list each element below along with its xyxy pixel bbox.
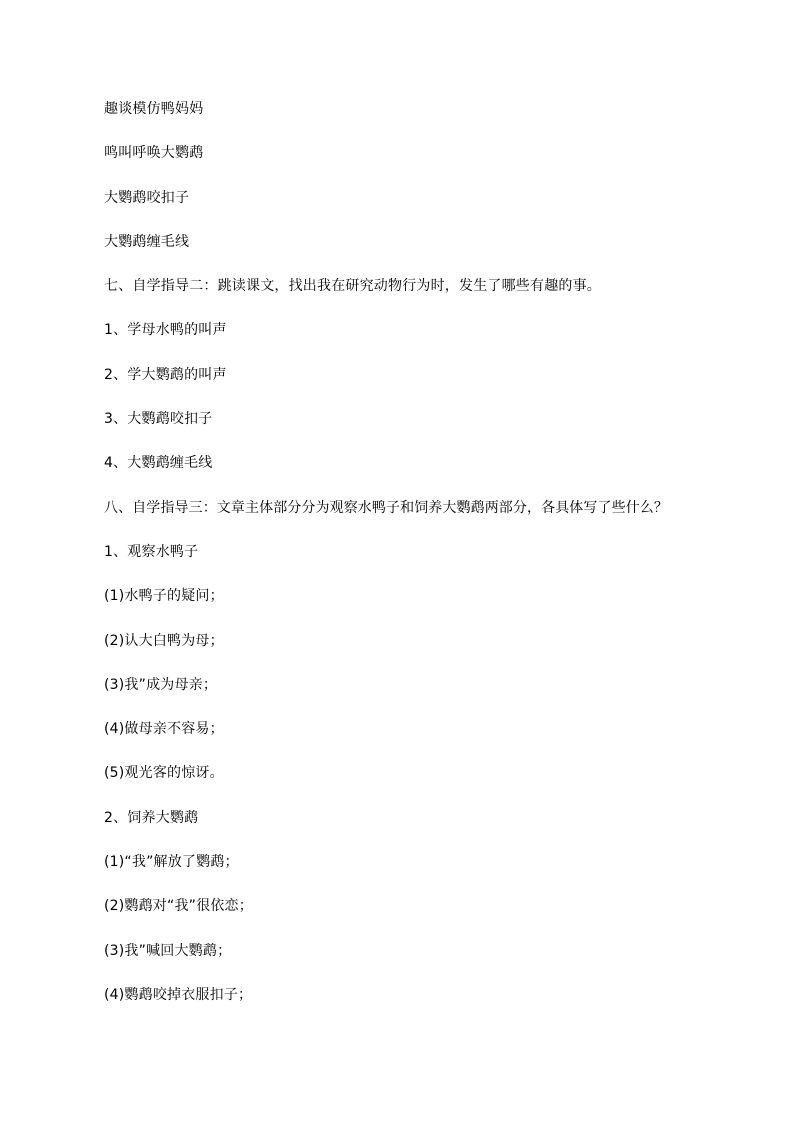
list-item: 2、学大鹦鹉的叫声 [104, 366, 227, 383]
text-line: 大鹦鹉咬扣子 [104, 189, 190, 206]
list-item: (3)我”成为母亲； [104, 676, 218, 693]
list-item: 4、大鹦鹉缠毛线 [104, 455, 213, 472]
section-heading-7: 七、自学指导二：跳读课文，找出我在研究动物行为时，发生了哪些有趣的事。 [104, 278, 601, 295]
subsection-heading: 2、饲养大鹦鹉 [104, 809, 199, 826]
list-item: (3)我”喊回大鹦鹉； [104, 942, 232, 959]
list-item: (2)认大白鸭为母； [104, 632, 224, 649]
text-line: 趣谈模仿鸭妈妈 [104, 101, 204, 117]
section-heading-8: 八、自学指导三：文章主体部分分为观察水鸭子和饲养大鹦鹉两部分，各具体写了些什么？ [104, 499, 668, 516]
list-item: 3、大鹦鹉咬扣子 [104, 411, 213, 428]
list-item: (4)鹦鹉咬掉衣服扣子； [104, 986, 253, 1003]
text-line: 大鹦鹉缠毛线 [104, 233, 190, 250]
list-item: (5)观光客的惊讶。 [104, 765, 224, 782]
list-item: (1)“我”解放了鹦鹉； [104, 854, 239, 871]
list-item: (4)做母亲不容易； [104, 721, 224, 738]
list-item: (2)鹦鹉对“我”很依恋； [104, 898, 253, 915]
list-item: (1)水鸭子的疑问； [104, 588, 224, 605]
subsection-heading: 1、观察水鸭子 [104, 543, 199, 560]
list-item: 1、学母水鸭的叫声 [104, 322, 227, 339]
document-body [104, 98, 744, 1028]
text-line: 鸣叫呼唤大鹦鹉 [104, 145, 204, 162]
